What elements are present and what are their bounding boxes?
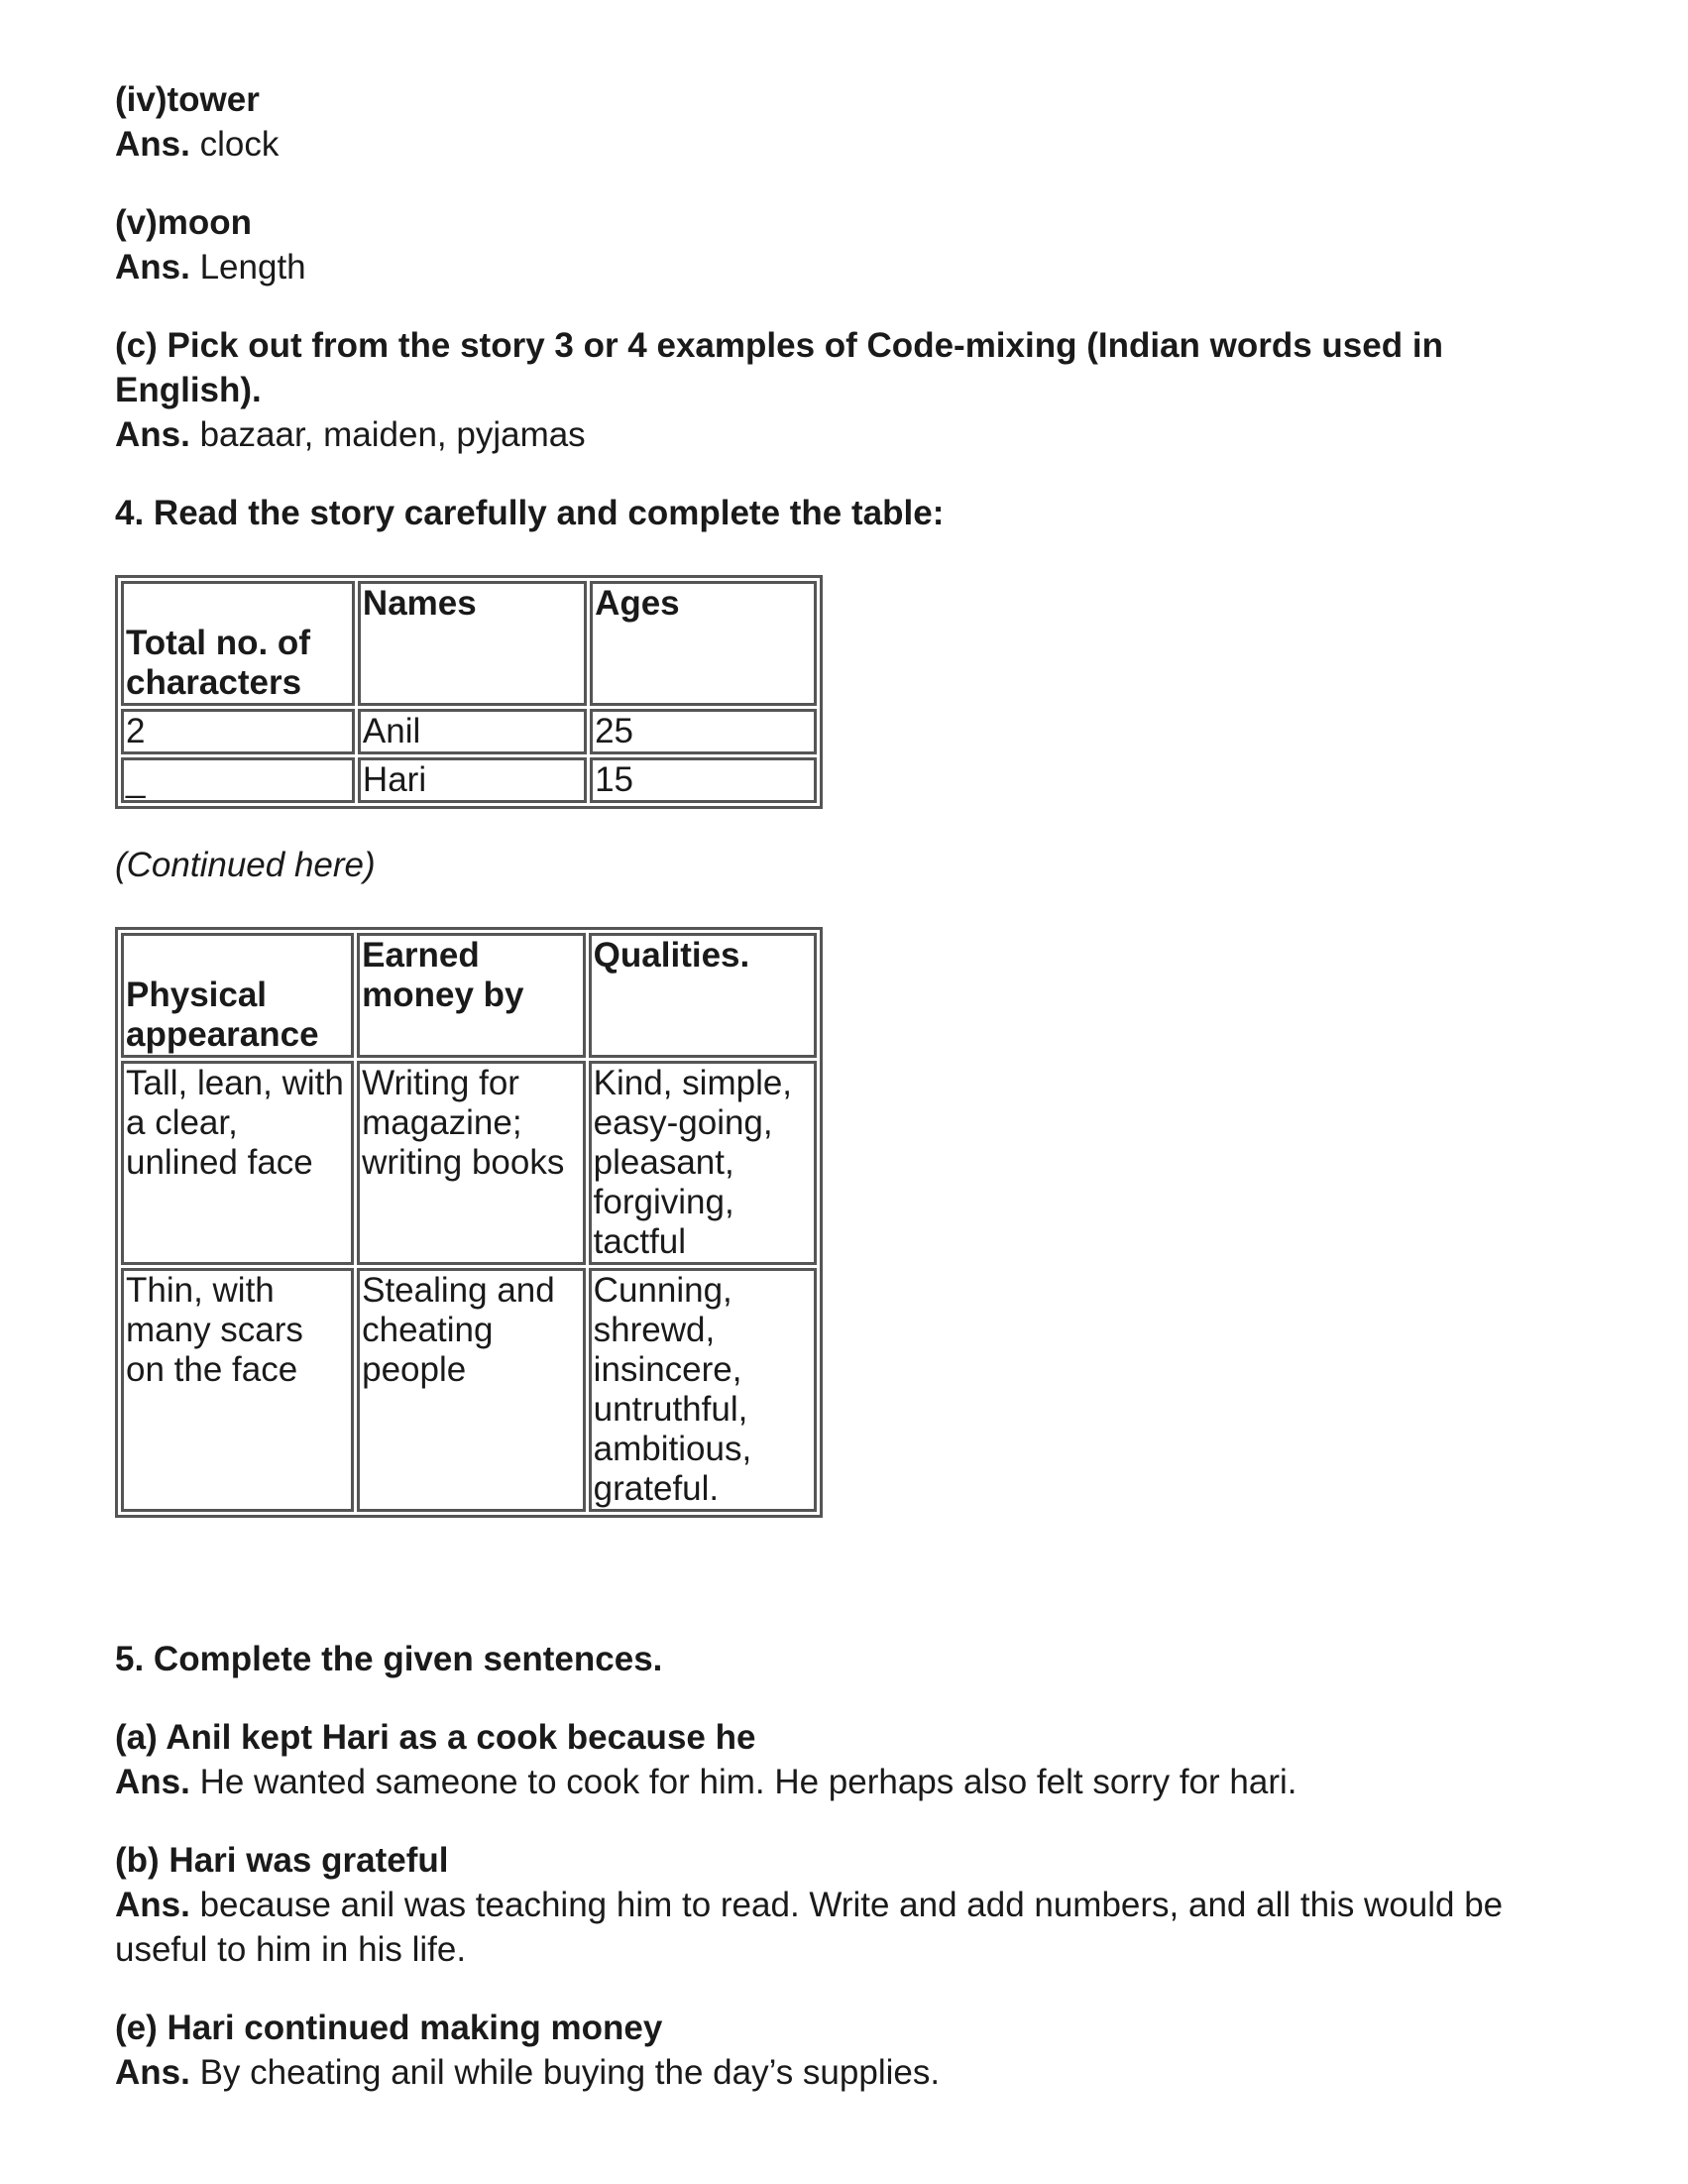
table-cell: Writing for magazine; writing books	[357, 1061, 586, 1265]
item-code-mixing	[115, 323, 1552, 457]
header-cell: Names	[358, 581, 587, 706]
question-text: (v)moon	[115, 203, 253, 242]
answer-line	[115, 1883, 1552, 1927]
table-row	[121, 757, 817, 803]
table-cell: Anil	[358, 709, 587, 754]
answer-label: Ans.	[115, 1763, 190, 1801]
item-tower	[115, 77, 1552, 167]
answer-text-cont: useful to him in his life.	[115, 1930, 467, 1969]
table-cell: Kind, simple, easy-going, pleasant, forgiving, tactful	[589, 1061, 817, 1265]
header-cell: Ages	[590, 581, 817, 706]
characters-table	[115, 575, 823, 809]
question-text: (iv)tower	[115, 80, 260, 119]
question-text: (c) Pick out from the story 3 or 4 examples of Code-mixing (Indian words used in	[115, 326, 1443, 365]
item-moon	[115, 200, 1552, 289]
table-row	[121, 1268, 817, 1512]
question-text: (b) Hari was grateful	[115, 1841, 449, 1880]
table-cell: 25	[590, 709, 817, 754]
question-text-cont: English).	[115, 371, 262, 409]
table-cell: Thin, with many scars on the face	[121, 1268, 354, 1512]
table-row	[121, 709, 817, 754]
document-page	[115, 77, 1552, 2128]
answer-line	[115, 245, 1552, 289]
answer-text: Length	[189, 248, 306, 287]
header-cell: Earned money by	[357, 933, 586, 1058]
item-5b	[115, 1838, 1552, 1972]
answer-label: Ans.	[115, 1886, 190, 1924]
traits-table	[115, 927, 823, 1518]
answer-line	[115, 412, 1552, 457]
continued-note: (Continued here)	[115, 846, 376, 884]
table-cell: 15	[590, 757, 817, 803]
table-cell: _	[121, 757, 355, 803]
answer-text: clock	[189, 125, 280, 164]
answer-label: Ans.	[115, 415, 190, 454]
question-text: (a) Anil kept Hari as a cook because he	[115, 1718, 756, 1757]
section-5-heading: 5. Complete the given sentences.	[115, 1640, 663, 1678]
table-cell: 2	[121, 709, 355, 754]
answer-text: bazaar, maiden, pyjamas	[189, 415, 586, 454]
answer-label: Ans.	[115, 2053, 190, 2092]
answer-line	[115, 122, 1552, 167]
table-header-row	[121, 581, 817, 706]
section-4-heading: 4. Read the story carefully and complete the table:	[115, 494, 945, 532]
answer-label: Ans.	[115, 248, 190, 287]
answer-label: Ans.	[115, 125, 190, 164]
header-cell: Total no. of characters	[121, 581, 355, 706]
table-cell: Cunning, shrewd, insincere, untruthful, ambitious, grateful.	[589, 1268, 817, 1512]
table-cell: Hari	[358, 757, 587, 803]
item-5e	[115, 2006, 1552, 2095]
answer-text: because anil was teaching him to read. Write and add numbers, and all this would be	[189, 1886, 1504, 1924]
header-cell: Qualities.	[589, 933, 817, 1058]
table-cell: Tall, lean, with a clear, unlined face	[121, 1061, 354, 1265]
answer-text: By cheating anil while buying the day’s supplies.	[189, 2053, 941, 2092]
answer-line	[115, 2050, 1552, 2095]
answer-text: He wanted sameone to cook for him. He perhaps also felt sorry for hari.	[189, 1763, 1297, 1801]
header-cell: Physical appearance	[121, 933, 354, 1058]
table-cell: Stealing and cheating people	[357, 1268, 586, 1512]
table-header-row	[121, 933, 817, 1058]
question-text: (e) Hari continued making money	[115, 2009, 663, 2047]
item-5a	[115, 1715, 1552, 1804]
answer-line	[115, 1760, 1552, 1804]
table-row	[121, 1061, 817, 1265]
